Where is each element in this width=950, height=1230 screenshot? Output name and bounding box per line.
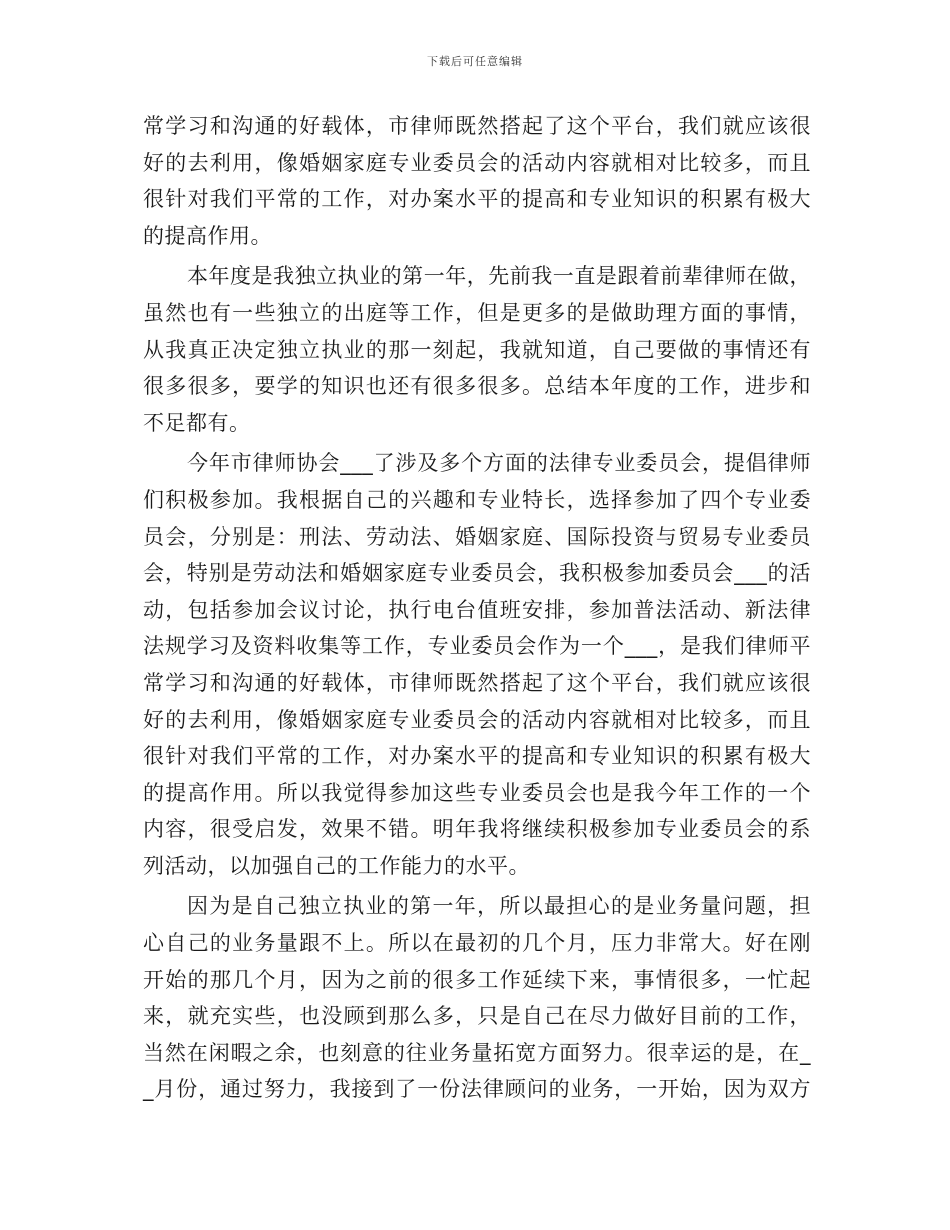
- text-line: 员会，分别是：刑法、劳动法、婚姻家庭、国际投资与贸易专业委员: [143, 524, 811, 549]
- text-line: 心自己的业务量跟不上。所以在最初的几个月，压力非常大。好在刚: [143, 931, 811, 956]
- text-line: 常学习和沟通的好载体，市律师既然搭起了这个平台，我们就应该很: [143, 670, 811, 695]
- text-line: _月份，通过努力，我接到了一份法律顾问的业务，一开始，因为双方: [143, 1077, 811, 1102]
- text-line: 很多很多，要学的知识也还有很多很多。总结本年度的工作，进步和: [143, 374, 811, 399]
- text-line: 们积极参加。我根据自己的兴趣和专业特长，选择参加了四个专业委: [143, 487, 811, 512]
- text-line: 的提高作用。: [143, 223, 272, 248]
- text-line: 会，特别是劳动法和婚姻家庭专业委员会，我积极参加委员会___的活: [143, 561, 811, 586]
- text-line: 内容，很受启发，效果不错。明年我将继续积极参加专业委员会的系: [143, 817, 811, 842]
- paragraph-first-line: 因为是自己独立执业的第一年，所以最担心的是业务量问题，担: [187, 894, 811, 919]
- text-line: 法规学习及资料收集等工作，专业委员会作为一个___，是我们律师平: [143, 634, 811, 659]
- document-body: [143, 108, 811, 1108]
- page-header: 下载后可任意编辑: [427, 55, 523, 68]
- text-line: 来，就充实些，也没顾到那么多，只是自己在尽力做好目前的工作，: [143, 1004, 811, 1029]
- text-line: 很针对我们平常的工作，对办案水平的提高和专业知识的积累有极大: [143, 187, 811, 212]
- paragraph-first-line: 今年市律师协会___了涉及多个方面的法律专业委员会，提倡律师: [187, 451, 811, 476]
- text-line: 很针对我们平常的工作，对办案水平的提高和专业知识的积累有极大: [143, 744, 811, 769]
- text-line: 开始的那几个月，因为之前的很多工作延续下来，事情很多，一忙起: [143, 967, 811, 992]
- text-line: 好的去利用，像婚姻家庭专业委员会的活动内容就相对比较多，而且: [143, 150, 811, 175]
- text-line: 当然在闲暇之余，也刻意的往业务量拓宽方面努力。很幸运的是，在_: [143, 1040, 811, 1065]
- text-line: 虽然也有一些独立的出庭等工作，但是更多的是做助理方面的事情，: [143, 300, 811, 325]
- text-line: 不足都有。: [143, 410, 251, 435]
- text-line: 动，包括参加会议讨论，执行电台值班安排，参加普法活动、新法律: [143, 597, 811, 622]
- paragraph-first-line: 本年度是我独立执业的第一年，先前我一直是跟着前辈律师在做，: [187, 264, 811, 289]
- text-line: 的提高作用。所以我觉得参加这些专业委员会也是我今年工作的一个: [143, 780, 811, 805]
- text-line: 列活动，以加强自己的工作能力的水平。: [143, 853, 530, 878]
- text-line: 从我真正决定独立执业的那一刻起，我就知道，自己要做的事情还有: [143, 337, 811, 362]
- text-line: 常学习和沟通的好载体，市律师既然搭起了这个平台，我们就应该很: [143, 114, 811, 138]
- text-line: 好的去利用，像婚姻家庭专业委员会的活动内容就相对比较多，而且: [143, 707, 811, 732]
